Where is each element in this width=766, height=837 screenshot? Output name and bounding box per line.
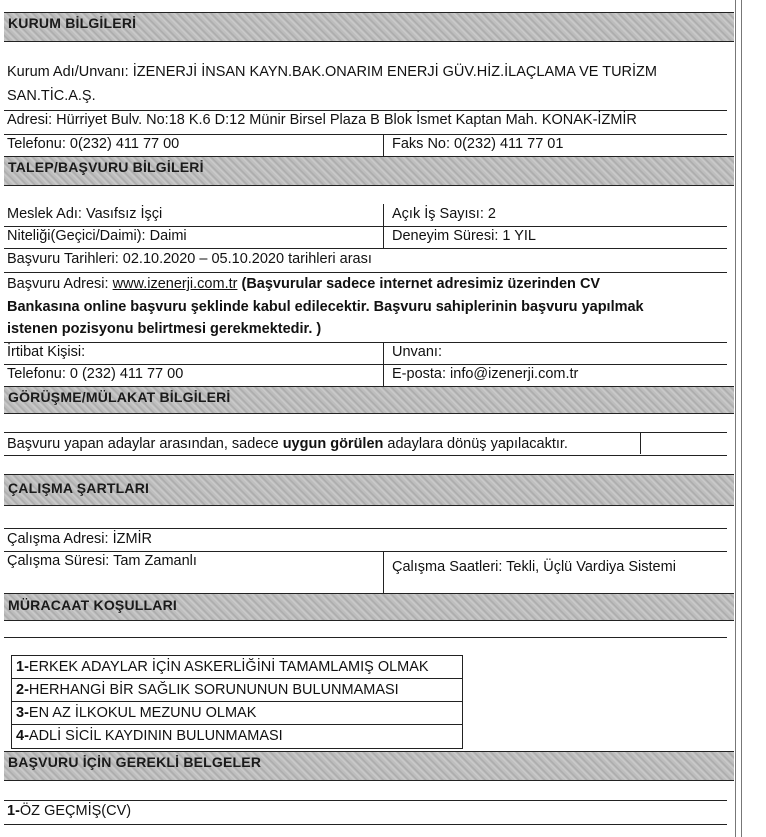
basvuru-tarihleri: Başvuru Tarihleri: 02.10.2020 – 05.10.2020 tarihleri arası [7,251,372,267]
section-header-gorusme: GÖRÜŞME/MÜLAKAT BİLGİLERİ [4,386,734,414]
page-edge-rail [735,0,736,837]
calisma-suresi: Çalışma Süresi: Tam Zamanlı [7,553,197,569]
section-header-muracaat: MÜRACAAT KOŞULLARI [4,593,734,621]
list-item: 4-ADLİ SİCİL KAYDININ BULUNMAMASI [16,728,283,744]
basvuru-note-line2: Bankasına online başvuru şeklinde kabul edilecektir. Başvuru sahiplerinin başvuru yapılmak [7,299,644,315]
basvuru-note-line3: istenen pozisyonu belirtmesi gerekmektedir. ) [7,321,322,337]
kurum-adres: Adresi: Hürriyet Bulv. No:18 K.6 D:12 Münir Birsel Plaza B Blok İsmet Kaptan Mah. KONAK-İZMİR [7,112,637,128]
list-item: 1-ÖZ GEÇMİŞ(CV) [7,803,132,819]
kurum-adi-line1: Kurum Adı/Unvanı: İZENERJİ İNSAN KAYN.BAK.ONARIM ENERJİ GÜV.HİZ.İLAÇLAMA VE TURİZM [7,64,657,80]
unvani: Unvanı: [392,344,442,360]
kurum-faks: Faks No: 0(232) 411 77 01 [392,136,564,152]
section-header-talep: TALEP/BAŞVURU BİLGİLERİ [4,156,734,186]
list-item: 3-EN AZ İLKOKUL MEZUNU OLMAK [16,705,257,721]
list-item: 2-HERHANGİ BİR SAĞLIK SORUNUNUN BULUNMAMASI [16,682,399,698]
deneyim-suresi: Deneyim Süresi: 1 YIL [392,228,536,244]
talep-eposta: E-posta: info@izenerji.com.tr [392,366,579,382]
muracaat-list [11,655,463,749]
kurum-adi-line2: SAN.TİC.A.Ş. [7,88,96,104]
calisma-adresi: Çalışma Adresi: İZMİR [7,531,153,547]
acik-is-sayisi: Açık İş Sayısı: 2 [392,206,496,222]
section-header-calisma: ÇALIŞMA ŞARTLARI [4,474,734,506]
irtibat-kisisi: İrtibat Kişisi: [7,344,86,360]
gorusme-text: Başvuru yapan adaylar arasından, sadece uygun görülen adaylara dönüş yapılacaktır. [7,436,568,452]
page-edge-rail [741,0,742,837]
meslek-adi: Meslek Adı: Vasıfsız İşçi [7,206,163,222]
section-header-kurum: KURUM BİLGİLERİ [4,12,734,42]
basvuru-adresi: Başvuru Adresi: www.izenerji.com.tr (Başvurular sadece internet adresimiz üzerinden CV [7,276,601,292]
calisma-saatleri: Çalışma Saatleri: Tekli, Üçlü Vardiya Sistemi [392,559,676,575]
website-link[interactable]: www.izenerji.com.tr [112,276,238,292]
list-item: 1-ERKEK ADAYLAR İÇİN ASKERLİĞİNİ TAMAMLAMIŞ OLMAK [16,659,429,675]
talep-telefon: Telefonu: 0 (232) 411 77 00 [7,366,184,382]
kurum-telefon: Telefonu: 0(232) 411 77 00 [7,136,180,152]
niteligi: Niteliği(Geçici/Daimi): Daimi [7,228,187,244]
section-header-belgeler: BAŞVURU İÇİN GEREKLİ BELGELER [4,751,734,781]
